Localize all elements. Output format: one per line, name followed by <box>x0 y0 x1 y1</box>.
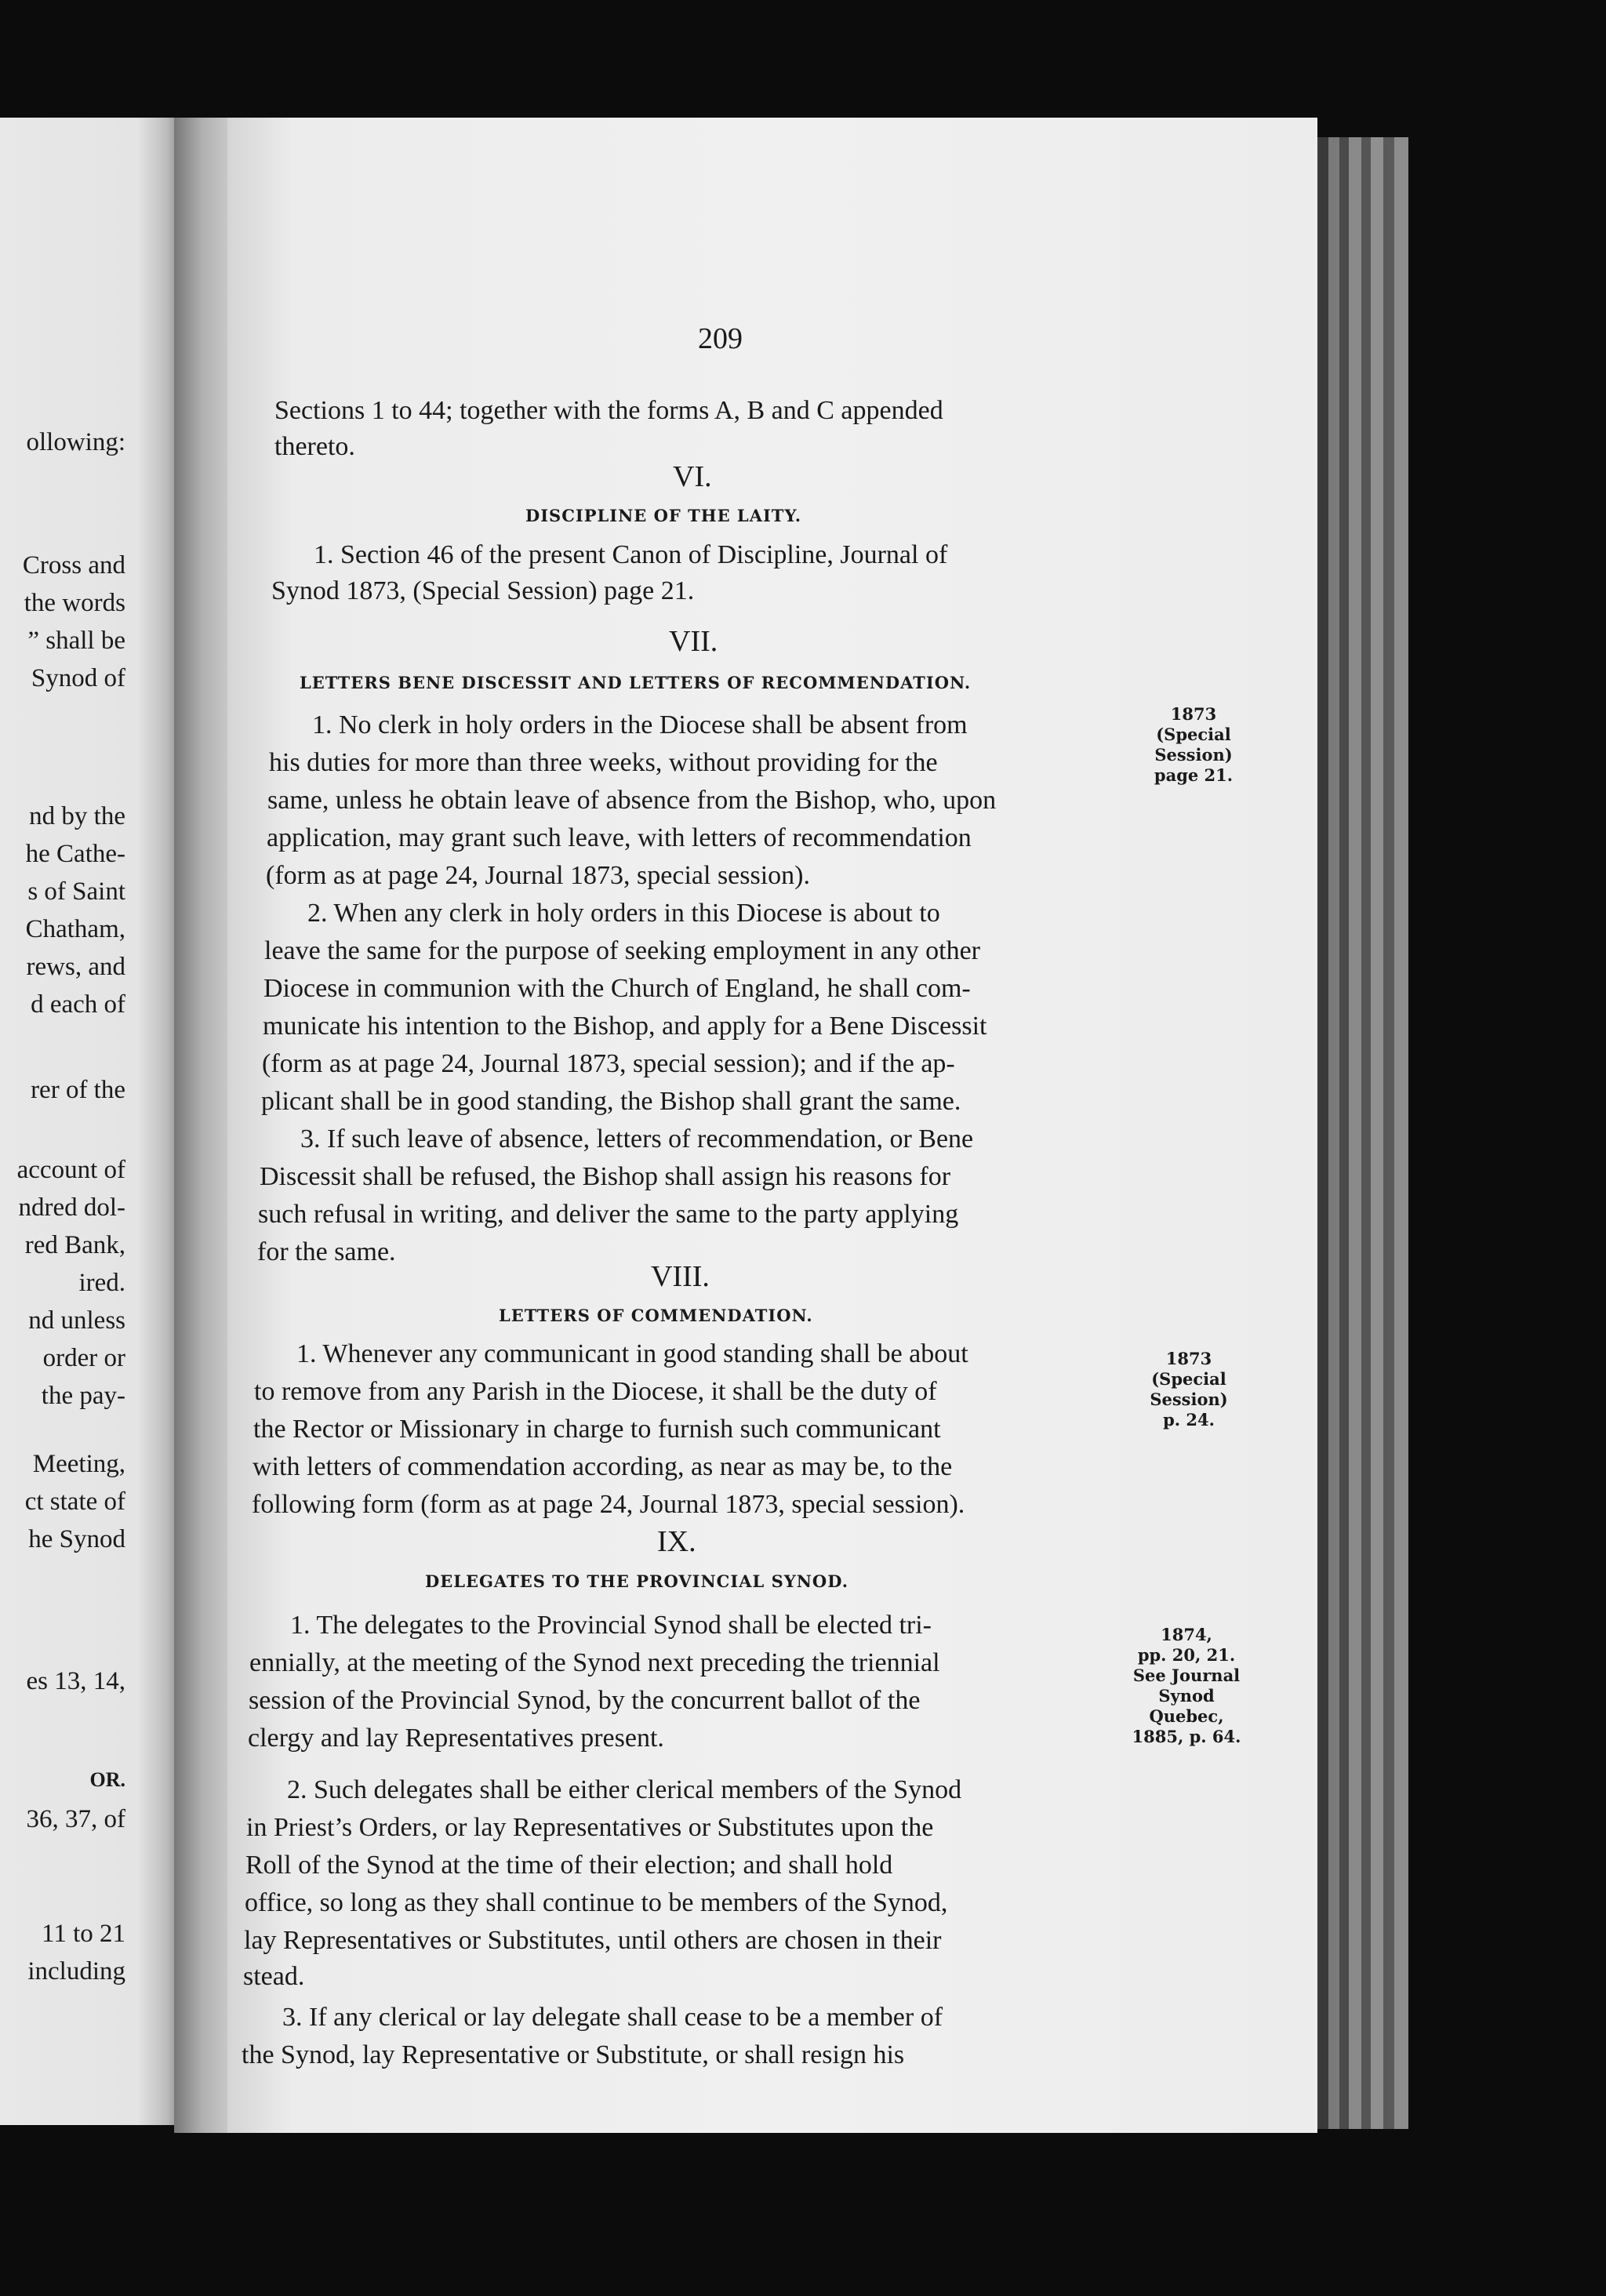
left-page-line: including <box>27 1957 125 1985</box>
page-edge <box>1317 137 1328 2129</box>
body-line: for the same. <box>257 1237 396 1266</box>
body-line: following form (form as at page 24, Journal 1873, special session). <box>252 1490 965 1519</box>
body-line: the Synod, lay Representative or Substitute, or shall resign his <box>242 2040 905 2069</box>
left-page-line: rews, and <box>26 953 125 981</box>
margin-note-line: Session) <box>1150 1390 1228 1409</box>
body-line: Discessit shall be refused, the Bishop shall assign his reasons for <box>260 1162 951 1191</box>
margin-note-line: Quebec, <box>1149 1706 1224 1726</box>
section-title: LETTERS OF COMMENDATION. <box>499 1306 813 1325</box>
left-page-line: Cross and <box>22 551 125 579</box>
margin-note <box>1134 1349 1244 1430</box>
section-number: VII. <box>669 625 718 658</box>
left-page-line: ollowing: <box>26 428 125 456</box>
body-line: session of the Provincial Synod, by the concurrent ballot of the <box>249 1686 921 1715</box>
left-page <box>0 118 196 2125</box>
margin-note-line: Synod <box>1158 1686 1215 1706</box>
section-number: IX. <box>657 1525 696 1558</box>
body-line: application, may grant such leave, with letters of recommendation <box>267 823 972 852</box>
body-line: plicant shall be in good standing, the Bishop shall grant the same. <box>261 1087 961 1116</box>
body-line: 1. Whenever any communicant in good standing shall be about <box>296 1339 968 1368</box>
left-page-line: ndred dol- <box>18 1193 125 1222</box>
left-page-line: ct state of <box>24 1488 125 1516</box>
body-line: 2. Such delegates shall be either clerical members of the Synod <box>287 1775 962 1804</box>
page-edge <box>1339 137 1349 2129</box>
body-line: 1. Section 46 of the present Canon of Discipline, Journal of <box>314 540 948 569</box>
left-page-line: he Synod <box>28 1525 125 1553</box>
body-line: Diocese in communion with the Church of England, he shall com- <box>263 974 971 1003</box>
section-number: VI. <box>673 460 712 493</box>
margin-note <box>1120 1625 1253 1747</box>
left-page-line: he Cathe- <box>25 840 125 868</box>
margin-note-line: (Special <box>1156 725 1231 744</box>
margin-note-line: 1873 <box>1170 704 1217 724</box>
page-edge <box>1371 137 1383 2129</box>
margin-note-line: pp. 20, 21. <box>1137 1645 1236 1665</box>
left-page-line: Synod of <box>31 664 125 692</box>
section-title: LETTERS BENE DISCESSIT AND LETTERS OF RECOMMENDATION. <box>300 673 972 692</box>
left-page-line: the pay- <box>41 1382 125 1410</box>
body-line: Sections 1 to 44; together with the forms A, B and C appended <box>274 396 943 425</box>
left-page-line: Meeting, <box>32 1450 125 1478</box>
body-line: (form as at page 24, Journal 1873, special session). <box>266 861 810 890</box>
body-line: with letters of commendation according, as near as may be, to the <box>253 1452 953 1481</box>
body-line: thereto. <box>274 432 355 461</box>
left-page-line: Chatham, <box>25 915 125 943</box>
margin-note-line: See Journal <box>1132 1666 1241 1685</box>
left-page-line: red Bank, <box>24 1231 125 1259</box>
body-line: same, unless he obtain leave of absence from the Bishop, who, upon <box>267 786 997 815</box>
left-page-line: OR. <box>89 1768 125 1791</box>
body-line: such refusal in writing, and deliver the same to the party applying <box>258 1200 959 1229</box>
section-title: DELEGATES TO THE PROVINCIAL SYNOD. <box>425 1571 848 1591</box>
page-edge <box>1394 137 1408 2129</box>
margin-note-line: (Special <box>1151 1369 1226 1389</box>
body-line: his duties for more than three weeks, without providing for the <box>269 748 938 777</box>
body-line: in Priest’s Orders, or lay Representatives or Substitutes upon the <box>246 1813 934 1842</box>
body-line: 3. If any clerical or lay delegate shall cease to be a member of <box>282 2003 943 2032</box>
body-line: 3. If such leave of absence, letters of recommendation, or Bene <box>300 1124 974 1153</box>
left-page-line: 11 to 21 <box>42 1920 125 1948</box>
left-page-line: the words <box>24 589 125 617</box>
body-line: to remove from any Parish in the Diocese, it shall be the duty of <box>254 1377 937 1406</box>
body-line: the Rector or Missionary in charge to furnish such communicant <box>253 1415 941 1444</box>
left-page-line: 36, 37, of <box>26 1805 125 1833</box>
left-page-line: d each of <box>31 990 125 1019</box>
page-edge <box>1383 137 1394 2129</box>
body-line: ennially, at the meeting of the Synod next preceding the triennial <box>249 1648 940 1677</box>
left-page-line: order or <box>42 1344 125 1372</box>
margin-note-line: 1874, <box>1161 1625 1212 1644</box>
left-page-line: s of Saint <box>27 877 125 906</box>
left-page-line: account of <box>16 1156 125 1184</box>
margin-note-line: Session) <box>1154 745 1233 765</box>
body-line: lay Representatives or Substitutes, until others are chosen in their <box>244 1926 942 1955</box>
body-line: 2. When any clerk in holy orders in this Diocese is about to <box>307 899 940 928</box>
body-line: 1. No clerk in holy orders in the Diocese shall be absent from <box>312 710 968 739</box>
left-page-line: rer of the <box>31 1076 125 1104</box>
section-title: DISCIPLINE OF THE LAITY. <box>525 506 802 525</box>
page-edge <box>1328 137 1339 2129</box>
margin-note-line: p. 24. <box>1163 1410 1215 1430</box>
left-page-line: nd by the <box>29 802 125 830</box>
body-line: office, so long as they shall continue to be members of the Synod, <box>245 1888 948 1917</box>
margin-note <box>1139 704 1248 786</box>
page-number: 209 <box>698 322 743 355</box>
left-page-line: es 13, 14, <box>26 1667 125 1695</box>
body-line: Synod 1873, (Special Session) page 21. <box>271 576 695 605</box>
section-number: VIII. <box>651 1260 710 1293</box>
page-edge <box>1349 137 1361 2129</box>
body-line: clergy and lay Representatives present. <box>248 1724 664 1753</box>
margin-note-line: page 21. <box>1154 765 1234 785</box>
body-line: (form as at page 24, Journal 1873, special session); and if the ap- <box>262 1049 955 1078</box>
left-page-line: ired. <box>78 1269 125 1297</box>
body-line: municate his intention to the Bishop, and apply for a Bene Discessit <box>263 1012 987 1041</box>
body-line: stead. <box>243 1962 305 1991</box>
body-line: leave the same for the purpose of seeking employment in any other <box>264 936 980 965</box>
left-page-line: nd unless <box>28 1306 125 1335</box>
page-edge <box>1361 137 1371 2129</box>
margin-note-line: 1885, p. 64. <box>1132 1727 1241 1746</box>
left-page-line: ” shall be <box>27 627 125 655</box>
body-line: Roll of the Synod at the time of their election; and shall hold <box>245 1851 893 1880</box>
body-line: 1. The delegates to the Provincial Synod shall be elected tri- <box>290 1611 932 1640</box>
margin-note-line: 1873 <box>1165 1349 1212 1368</box>
